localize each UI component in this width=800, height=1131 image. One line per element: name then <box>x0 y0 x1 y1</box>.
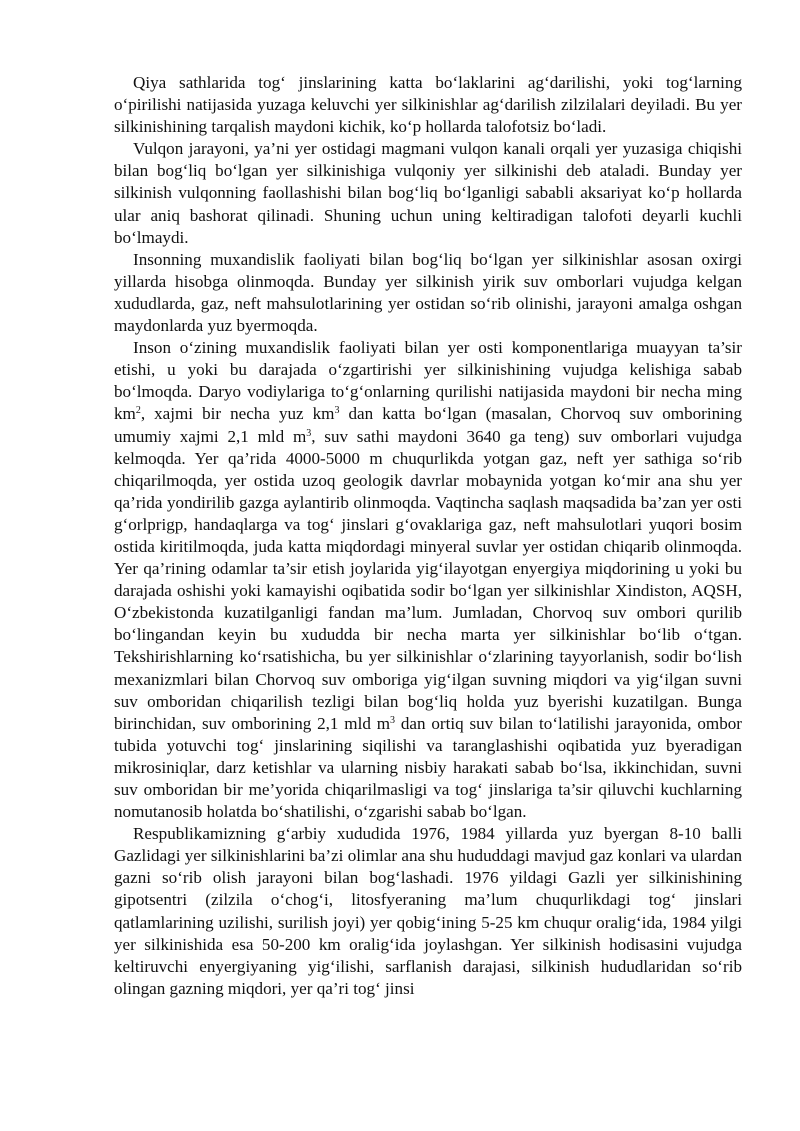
paragraph-text: Qiya sathlarida tog‘ jinslarining katta bo‘laklarini ag‘darilishi, yoki tog‘larning o‘pirilishi natijasida yuzaga keluvchi yer silkinishlar ag‘darilish zilzilalari deyiladi. Bu yer silkinishining tarqalish maydoni kichik, ko‘p hollarda talofotsiz bo‘ladi. <box>114 73 742 137</box>
superscript: 2 <box>135 405 141 417</box>
paragraph-text: Inson o‘zining muxandislik faoliyati bilan yer osti komponentlariga muayyan ta’sir etishi, u yoki bu darajada o‘zgartirishi yer silkinishining vujudga kelishiga sabab bo‘lmoqda. Daryo vodiylariga to‘g‘onlarning qurilishi natijasida maydoni bir necha ming km <box>114 338 742 424</box>
paragraph-text: Insonning muxandislik faoliyati bilan bog‘liq bo‘lgan yer silkinishlar asosan oxirgi yillarda hisobga olinmoqda. Bunday yer silkinish yirik suv omborlari vujudga kelgan xududlarda, gaz, neft mahsulotlarining yer ostidan so‘rib olinishi, jarayoni amalga oshgan maydonlarda yuz byermoqda. <box>114 249 742 336</box>
superscript: 3 <box>306 427 312 439</box>
paragraph-text: Respublikamizning g‘arbiy xududida 1976, 1984 yillarda yuz byergan 8-10 balli Gazlidagi yer silkinishlarini ba’zi olimlar ana shu hududdagi mavjud gaz konlari va ulardan gazni so‘rib olish jarayoni bilan bog‘lashadi. 1976 yildagi Gazli yer silkinishining gipotsentri (zilzila o‘chog‘i, litosfyeraning ma’lum chuqurlikdagi tog‘ jinslari qatlamlarining uzilishi, surilish joyi) yer qobig‘ining 5-25 km chuqur oralig‘ida, 1984 yilgi yer silkinishida esa 50-200 km oralig‘ida joylashgan. Yer silkinish hodisasini vujudga keltiruvchi enyergiyaning yig‘ilishi, sarflanish darajasi, silkinish hududlaridan so‘rib olingan gazning miqdori, yer qa’ri tog‘ jinsi <box>114 824 742 998</box>
paragraph-text: , suv sathi maydoni 3640 ga teng) suv omborlari vujudga kelmoqda. Yer qa’rida 4000-5000 m chuqurlikda yotgan gaz, neft yer sathiga so‘rib chiqarilmoqda, yer ostida uzoq geologik davrlar mobaynida yotgan ko‘mir ana shu yer qa’rida yondirilib gazga aylantirib olinmoqda. Vaqtincha saqlash maqsadida ba’zan yer osti g‘orlprigp, handaqlarga va tog‘ jinslari g‘ovaklariga gaz, neft mahsulotlari yuqori bosim ostida kiritilmoqda, juda katta miqdordagi minyeral suvlar yer ostidan chiqarib olinmoqda. Yer qa’rining odamlar ta’sir etish joylarida yig‘ilayotgan enyergiya miqdorining u yoki bu darajada oshishi yoki kamayishi oqibatida sodir bo‘lgan yer silkinishlar Xindiston, AQSH, O‘zbekistonda kuzatilganligi fandan ma’lum. Jumladan, Chorvoq suv ombori qurilib bo‘lingandan keyin bu xududda bir necha marta yer silkinishlar bo‘lib o‘tgan. Tekshirishlarning ko‘rsatishicha, bu yer silkinishlar o‘zlarining tayyorlanish, sodir bo‘lish mexanizmlari bilan Chorvoq suv omboriga yig‘ilgan suvning miqdori va yig‘ilgan suvni suv omboridan chiqarilish tezligi bilan bog‘liq holda yuz byerishi kuzatilgan. Bunga birinchidan, suv omborining 2,1 mld m <box>114 426 742 733</box>
document-page <box>114 72 742 1000</box>
paragraph-text: Vulqon jarayoni, ya’ni yer ostidagi magmani vulqon kanali orqali yer yuzasiga chiqishi bilan bog‘liq bo‘lgan yer silkinishiga vulqoniy yer silkinishi deb ataladi. Bunday yer silkinish vulqonning faollashishi bilan bog‘liq bo‘lganligi sababli aksariyat ko‘p hollarda ular aniq bashorat qilinadi. Shuning uchun uning keltiradigan talofoti deyarli kuchli bo‘lmaydi. <box>114 139 742 247</box>
paragraph-collapse-earthquakes <box>114 72 742 138</box>
paragraph-engineering-earthquakes <box>114 249 742 337</box>
paragraph-gazli-earthquakes <box>114 823 742 1000</box>
paragraph-human-impact <box>114 337 742 823</box>
superscript: 3 <box>334 405 340 417</box>
paragraph-text: , xajmi bir necha yuz km <box>140 404 335 424</box>
paragraph-text: dan katta bo‘lgan (masalan, Chorvoq suv omborining umumiy xajmi 2,1 mld m <box>114 404 743 446</box>
paragraph-volcanic-earthquakes <box>114 138 742 248</box>
superscript: 3 <box>390 714 396 726</box>
paragraph-text: dan ortiq suv bilan to‘latilishi jarayonida, ombor tubida yotuvchi tog‘ jinslarining siqilishi va taranglashishi oqibatida yuz byeradigan mikrosiniqlar, darz ketishlar va ularning nisbiy harakati sabab bo‘lsa, ikkinchidan, suvni suv omboridan bir me’yorida chiqarilmasligi va tog‘ jinslariga ta’sir qiluvchi kuchlarning nomutanosib holatda bo‘shatilishi, o‘zgarishi sabab bo‘lgan. <box>114 713 742 822</box>
